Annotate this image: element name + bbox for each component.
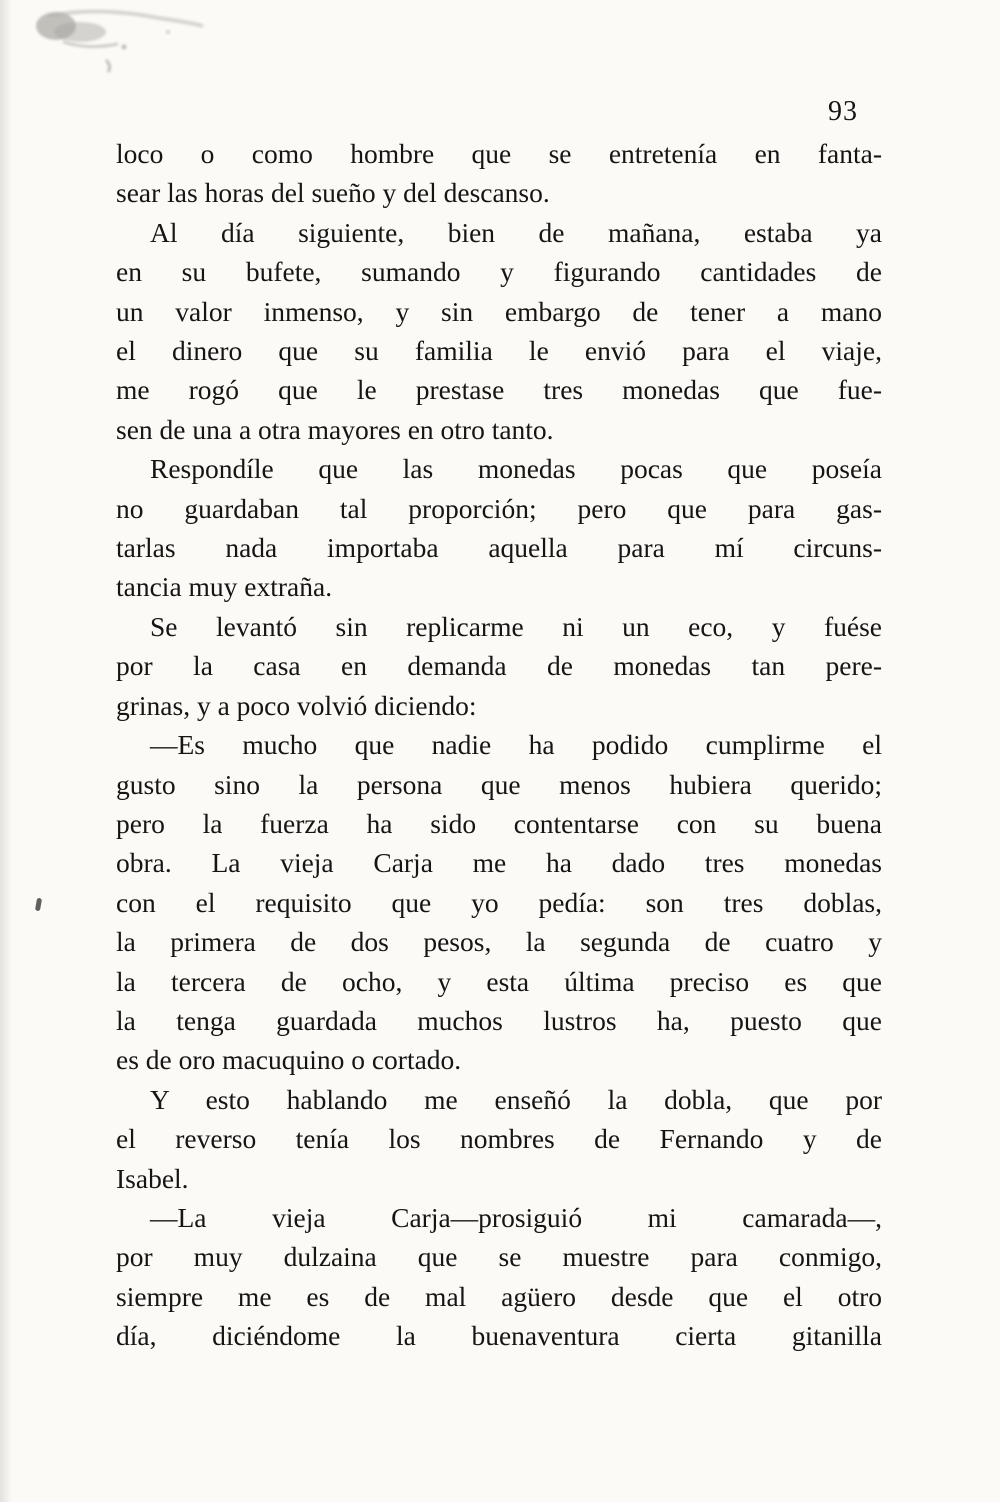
text-line: es de oro macuquino o cortado.: [116, 1044, 462, 1076]
text-line: Se levantó sin replicarme ni un eco, y fuése: [150, 610, 882, 642]
text-line: por la casa en demanda de monedas tan pere-: [116, 650, 882, 682]
text-line: pero la fuerza ha sido contentarse con su buena: [116, 807, 882, 839]
page-number: 93: [828, 96, 858, 127]
text-line: un valor inmenso, y sin embargo de tener a mano: [116, 295, 882, 327]
text-line: grinas, y a poco volvió diciendo:: [116, 689, 477, 721]
text-line: Y esto hablando me enseñó la dobla, que por: [150, 1083, 882, 1115]
text-line: Al día siguiente, bien de mañana, estaba ya: [150, 216, 882, 248]
text-line: gusto sino la persona que menos hubiera querido;: [116, 768, 882, 800]
text-line: con el requisito que yo pedía: son tres doblas,: [116, 886, 882, 918]
text-line: tarlas nada importaba aquella para mí circuns-: [116, 532, 882, 564]
text-line: —La vieja Carja—prosiguió mi camarada—,: [150, 1201, 882, 1233]
text-line: sen de una a otra mayores en otro tanto.: [116, 413, 554, 445]
text-line: sear las horas del sueño y del descanso.: [116, 177, 550, 209]
text-line: el dinero que su familia le envió para el viaje,: [116, 335, 882, 367]
text-line: obra. La vieja Carja me ha dado tres monedas: [116, 847, 882, 879]
ink-speck-artifact: [35, 898, 42, 912]
text-line: loco o como hombre que se entretenía en fanta-: [116, 138, 882, 169]
text-line: tancia muy extraña.: [116, 571, 333, 603]
text-line: —Es mucho que nadie ha podido cumplirme el: [150, 729, 882, 761]
text-line: Isabel.: [116, 1162, 189, 1194]
text-line: Respondíle que las monedas pocas que poseía: [150, 453, 882, 485]
text-line: en su bufete, sumando y figurando cantidades de: [116, 256, 882, 288]
text-line: la tercera de ocho, y esta última preciso es que: [116, 965, 882, 997]
text-line: la tenga guardada muchos lustros ha, puesto que: [116, 1004, 882, 1036]
text-line: me rogó que le prestase tres monedas que fue-: [116, 374, 882, 406]
scan-smudge-artifact: [28, 2, 258, 77]
text-line: no guardaban tal proporción; pero que para gas-: [116, 492, 882, 524]
text-line: por muy dulzaina que se muestre para conmigo,: [116, 1241, 882, 1273]
text-line: siempre me es de mal agüero desde que el otro: [116, 1280, 882, 1312]
text-line: día, diciéndome la buenaventura cierta gitanilla: [116, 1320, 882, 1352]
text-line: la primera de dos pesos, la segunda de cuatro y: [116, 926, 882, 958]
text-block: [116, 134, 882, 1356]
scan-edge-shadow: [0, 0, 12, 1502]
text-line: el reverso tenía los nombres de Fernando y de: [116, 1123, 882, 1155]
